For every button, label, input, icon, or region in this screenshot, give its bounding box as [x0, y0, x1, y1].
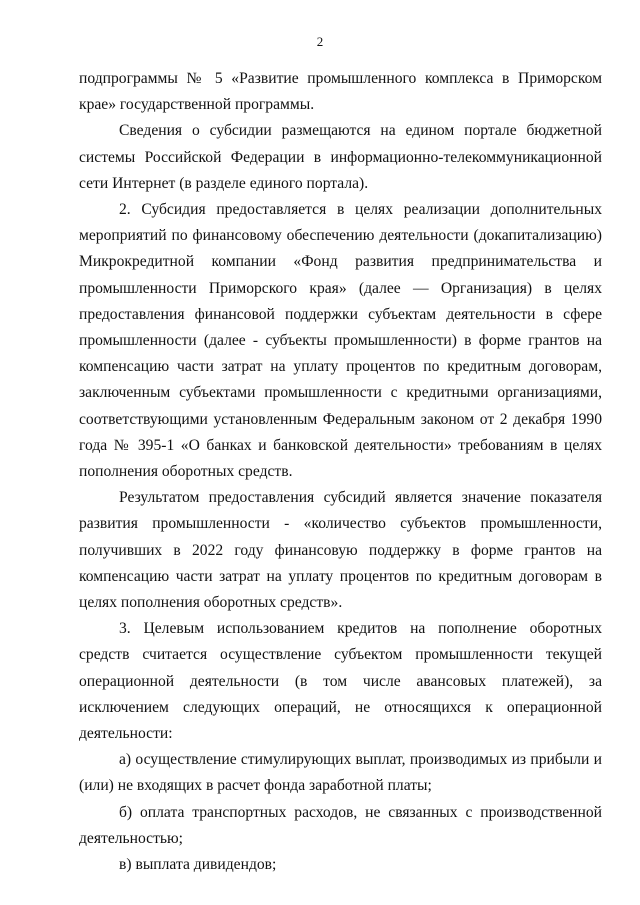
paragraph-target-use: 3. Целевым использованием кредитов на пополнение оборотных средств считается осуществление субъектом промышленности текущей операционной деятельности (в том числе авансовых платежей), за исключением следующих операций, не относящихся к операционной деятельности: — [79, 620, 602, 743]
paragraph-subsidy-purpose: 2. Субсидия предоставляется в целях реализации дополнительных мероприятий по финансовому обеспечению деятельности (докапитализацию) Микрокредитной компании «Фонд развития предпринимательства и промышленности Приморского края» (далее — Организация) в целях предоставления финансовой поддержки субъектам деятельности в сфере промышленности (далее - субъекты промышленности) в форме грантов на компенсацию части затрат на уплату процентов по кредитным договорам, заключенным субъектами промышленности с кредитными организациями, соответствующими установленным Федеральным законом от 2 декабря 1990 года № 395-1 «О банках и банковской деятельности» требованиям в целях пополнения оборотных средств. — [79, 201, 602, 481]
paragraph-subsidy-result: Результатом предоставления субсидий является значение показателя развития промышленности - «количество субъектов промышленности, получивших в 2022 году финансовую поддержку в форме грантов на компенсацию части затрат на уплату процентов по кредитным договорам в целях пополнения оборотных средств». — [79, 489, 602, 612]
paragraph-subprogram-reference: подпрограммы № 5 «Развитие промышленного комплекса в Приморском крае» государственной программы. — [79, 70, 602, 114]
list-item-a: а) осуществление стимулирующих выплат, производимых из прибыли и (или) не входящих в расчет фонда заработной платы; — [79, 751, 602, 795]
paragraph-subsidy-info: Сведения о субсидии размещаются на едином портале бюджетной системы Российской Федерации в информационно-телекоммуникационной сети Интернет (в разделе единого портала). — [79, 122, 602, 192]
document-body — [79, 66, 602, 878]
list-item-b: б) оплата транспортных расходов, не связанных с производственной деятельностью; — [79, 803, 602, 847]
page-number: 2 — [316, 34, 324, 49]
list-item-c: в) выплата дивидендов; — [119, 856, 277, 874]
